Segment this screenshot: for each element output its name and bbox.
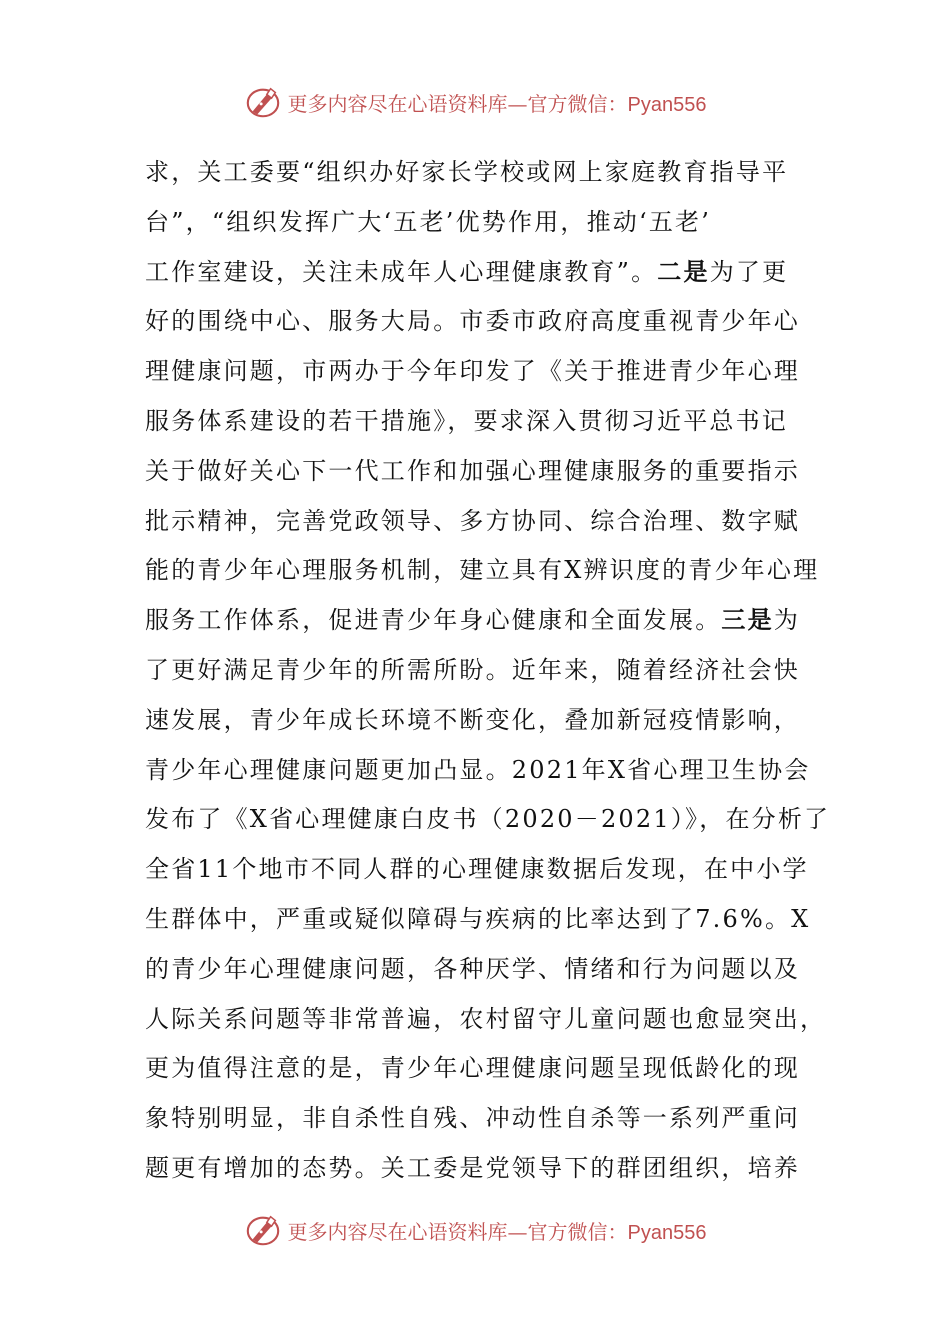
bold-keyword: 三是 — [721, 606, 774, 635]
text-line: 台”，“组织发挥广大‘五老’优势作用，推动‘五老’ — [145, 207, 712, 236]
text-line: 服务体系建设的若干措施》，要求深入贯彻习近平总书记 — [145, 406, 788, 435]
text-line — [145, 596, 809, 646]
text-line: 发布了《X省心理健康白皮书（2020－2021）》，在分析了 — [145, 805, 831, 834]
text-segment: 为 — [773, 606, 801, 635]
text-line: 更为值得注意的是，青少年心理健康问题呈现低龄化的现 — [145, 1054, 800, 1083]
text-line: 了更好满足青少年的所需所盼。近年来，随着经济社会快 — [145, 655, 800, 684]
text-line: 青少年心理健康问题更加凸显。2021年X省心理卫生协会 — [145, 755, 811, 784]
text-segment: 工作室建设，关注未成年人心理健康教育”。 — [145, 257, 658, 286]
text-line: 的青少年心理健康问题，各种厌学、情绪和行为问题以及 — [145, 954, 800, 983]
text-line: 能的青少年心理服务机制，建立具有X辨识度的青少年心理 — [145, 556, 820, 585]
text-line: 象特别明显，非自杀性自残、冲动性自杀等一系列严重问 — [145, 1104, 800, 1133]
pen-nib-logo-icon — [244, 1211, 282, 1249]
pen-nib-logo-icon — [244, 83, 282, 121]
text-line — [145, 248, 809, 298]
watermark-wechat-id: Pyan556 — [627, 93, 707, 116]
text-line: 生群体中，严重或疑似障碍与疾病的比率达到了7.6%。X — [145, 904, 811, 933]
text-segment: 服务工作体系，促进青少年身心健康和全面发展。 — [145, 606, 722, 635]
text-line: 批示精神，完善党政领导、多方协同、综合治理、数字赋 — [145, 506, 800, 535]
text-line: 求，关工委要“组织办好家长学校或网上家庭教育指导平 — [145, 158, 789, 186]
watermark-wechat-id: Pyan556 — [627, 1221, 707, 1244]
text-line: 理健康问题，市两办于今年印发了《关于推进青少年心理 — [145, 357, 800, 386]
text-line: 好的围绕中心、服务大局。市委市政府高度重视青少年心 — [145, 307, 800, 336]
watermark-text — [288, 88, 707, 117]
text-line: 关于做好关心下一代工作和加强心理健康服务的重要指示 — [145, 456, 800, 485]
watermark-wechat-label: 官方微信： — [527, 91, 628, 116]
text-line: 全省11个地市不同人群的心理健康数据后发现，在中小学 — [145, 855, 809, 884]
text-line: 题更有增加的态势。关工委是党领导下的群团组织，培养 — [145, 1153, 800, 1182]
footer-watermark — [0, 1208, 950, 1252]
watermark-wechat-label: 官方微信： — [527, 1219, 628, 1244]
watermark-site-text: 更多内容尽在心语资料库— — [287, 1219, 528, 1244]
document-body — [145, 148, 831, 1194]
watermark-site-text: 更多内容尽在心语资料库— — [287, 91, 528, 116]
header-watermark — [0, 80, 950, 124]
bold-keyword: 二是 — [657, 257, 710, 286]
text-line: 人际关系问题等非常普遍，农村留守儿童问题也愈显突出， — [145, 1004, 827, 1033]
watermark-text — [288, 1216, 707, 1245]
text-line: 速发展，青少年成长环境不断变化，叠加新冠疫情影响， — [145, 705, 800, 734]
text-segment: 为了更 — [709, 257, 789, 286]
